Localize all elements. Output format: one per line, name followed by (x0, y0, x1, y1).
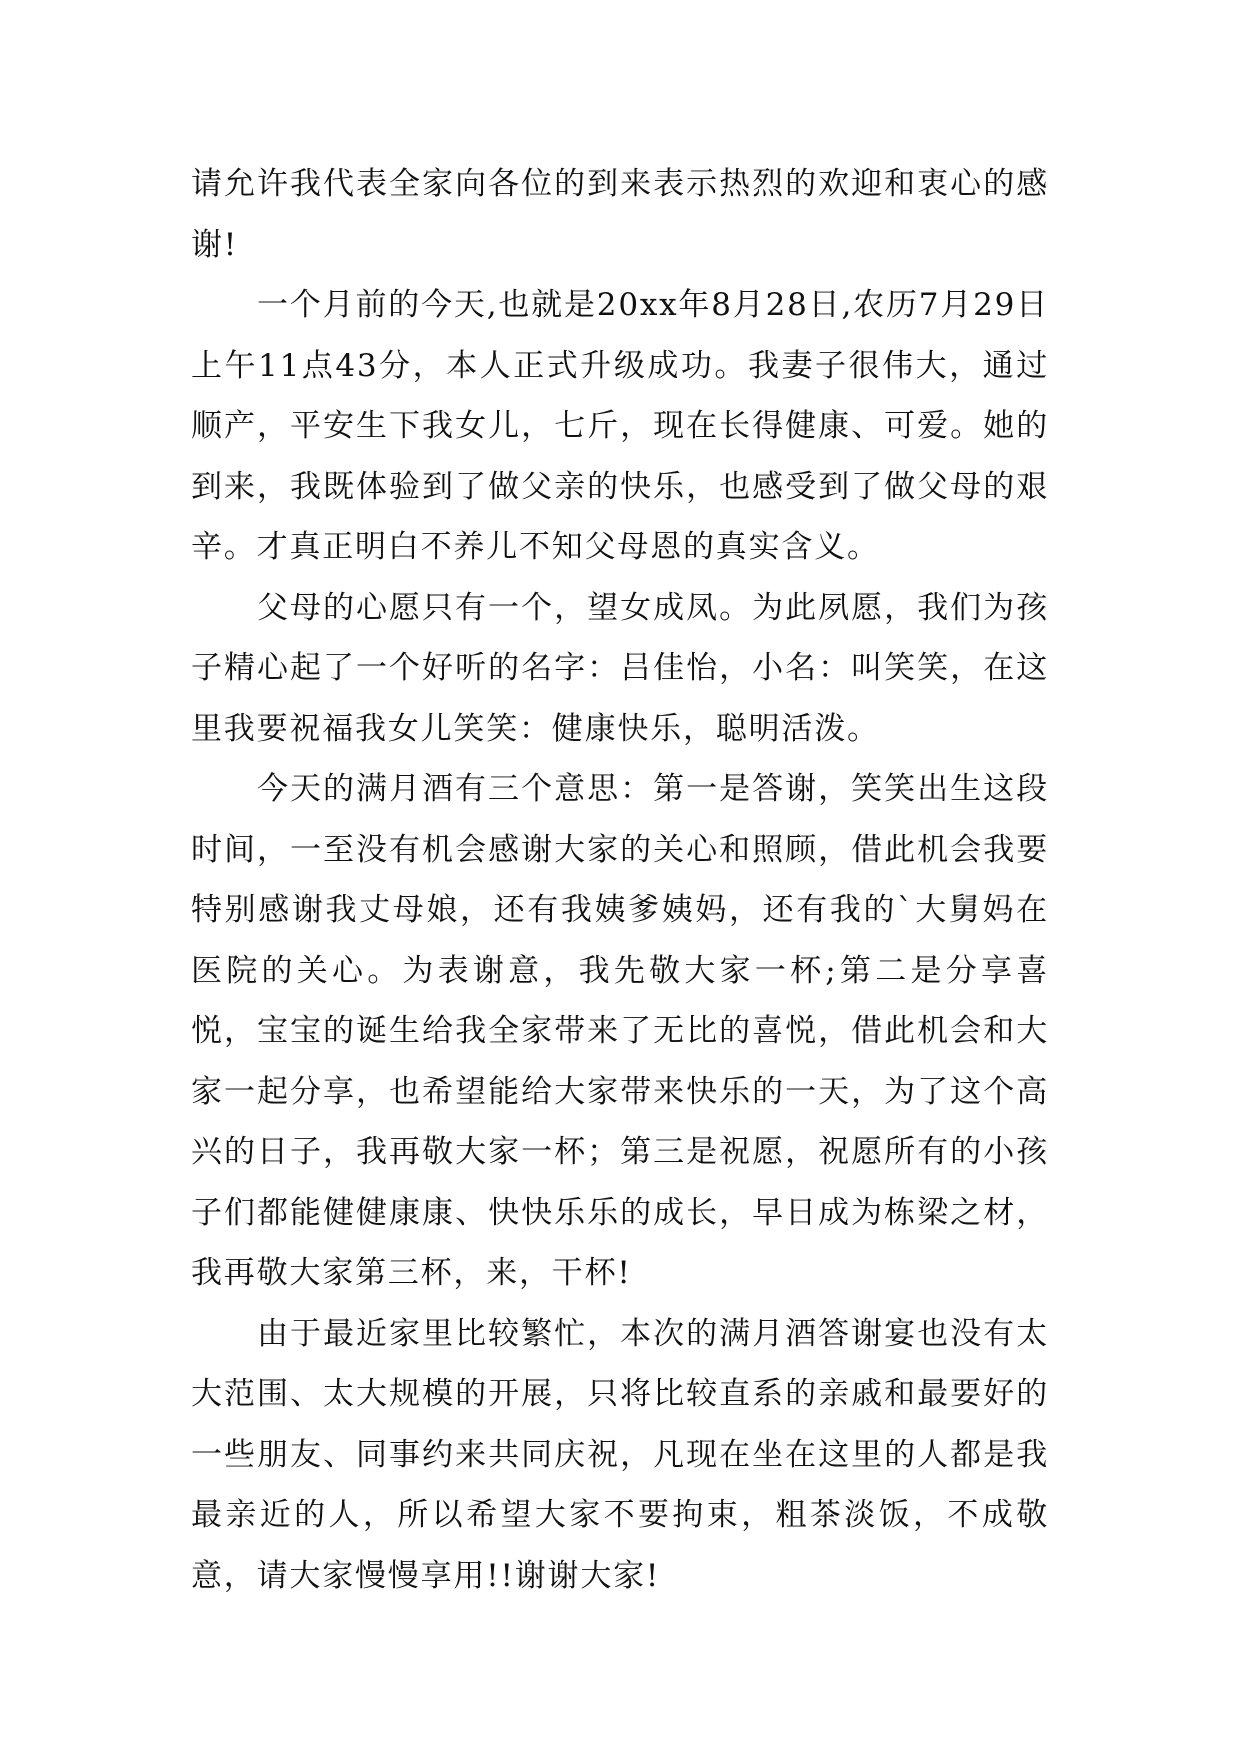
paragraph-naming: 父母的心愿只有一个，望女成凤。为此夙愿，我们为孩子精心起了一个好听的名字：吕佳怡，小名：叫笑笑，在这里我要祝福我女儿笑笑：健康快乐，聪明活泼。 (191, 589, 1049, 747)
paragraph-welcome: 请允许我代表全家向各位的到来表示热烈的欢迎和衷心的感谢! (191, 166, 1049, 263)
paragraph-three-toasts: 今天的满月酒有三个意思：第一是答谢，笑笑出生这段时间，一至没有机会感谢大家的关心和照顾，借此机会我要特别感谢我丈母娘，还有我姨爹姨妈，还有我的`大舅妈在医院的关心。为表谢意，我先敬大家一杯;第二是分享喜悦，宝宝的诞生给我全家带来了无比的喜悦，借此机会和大家一起分享，也希望能给大家带来快乐的一天，为了这个高兴的日子，我再敬大家一杯；第三是祝愿，祝愿所有的小孩子们都能健健康康、快快乐乐的成长，早日成为栋梁之材，我再敬大家第三杯，来，干杯! (191, 771, 1049, 1291)
paragraph-closing: 由于最近家里比较繁忙，本次的满月酒答谢宴也没有太大范围、太大规模的开展，只将比较直系的亲戚和最要好的一些朋友、同事约来共同庆祝，凡现在坐在这里的人都是我最亲近的人，所以希望大家不要拘束，粗茶淡饭，不成敬意，请大家慢慢享用!!谢谢大家! (191, 1315, 1049, 1594)
paragraph-birth-announcement: 一个月前的今天,也就是20xx年8月28日,农历7月29日上午11点43分，本人正式升级成功。我妻子很伟大，通过顺产，平安生下我女儿，七斤，现在长得健康、可爱。她的到来，我既体验到了做父亲的快乐，也感受到了做父母的艰辛。才真正明白不养儿不知父母恩的真实含义。 (191, 287, 1049, 565)
document-body (191, 154, 1049, 1606)
